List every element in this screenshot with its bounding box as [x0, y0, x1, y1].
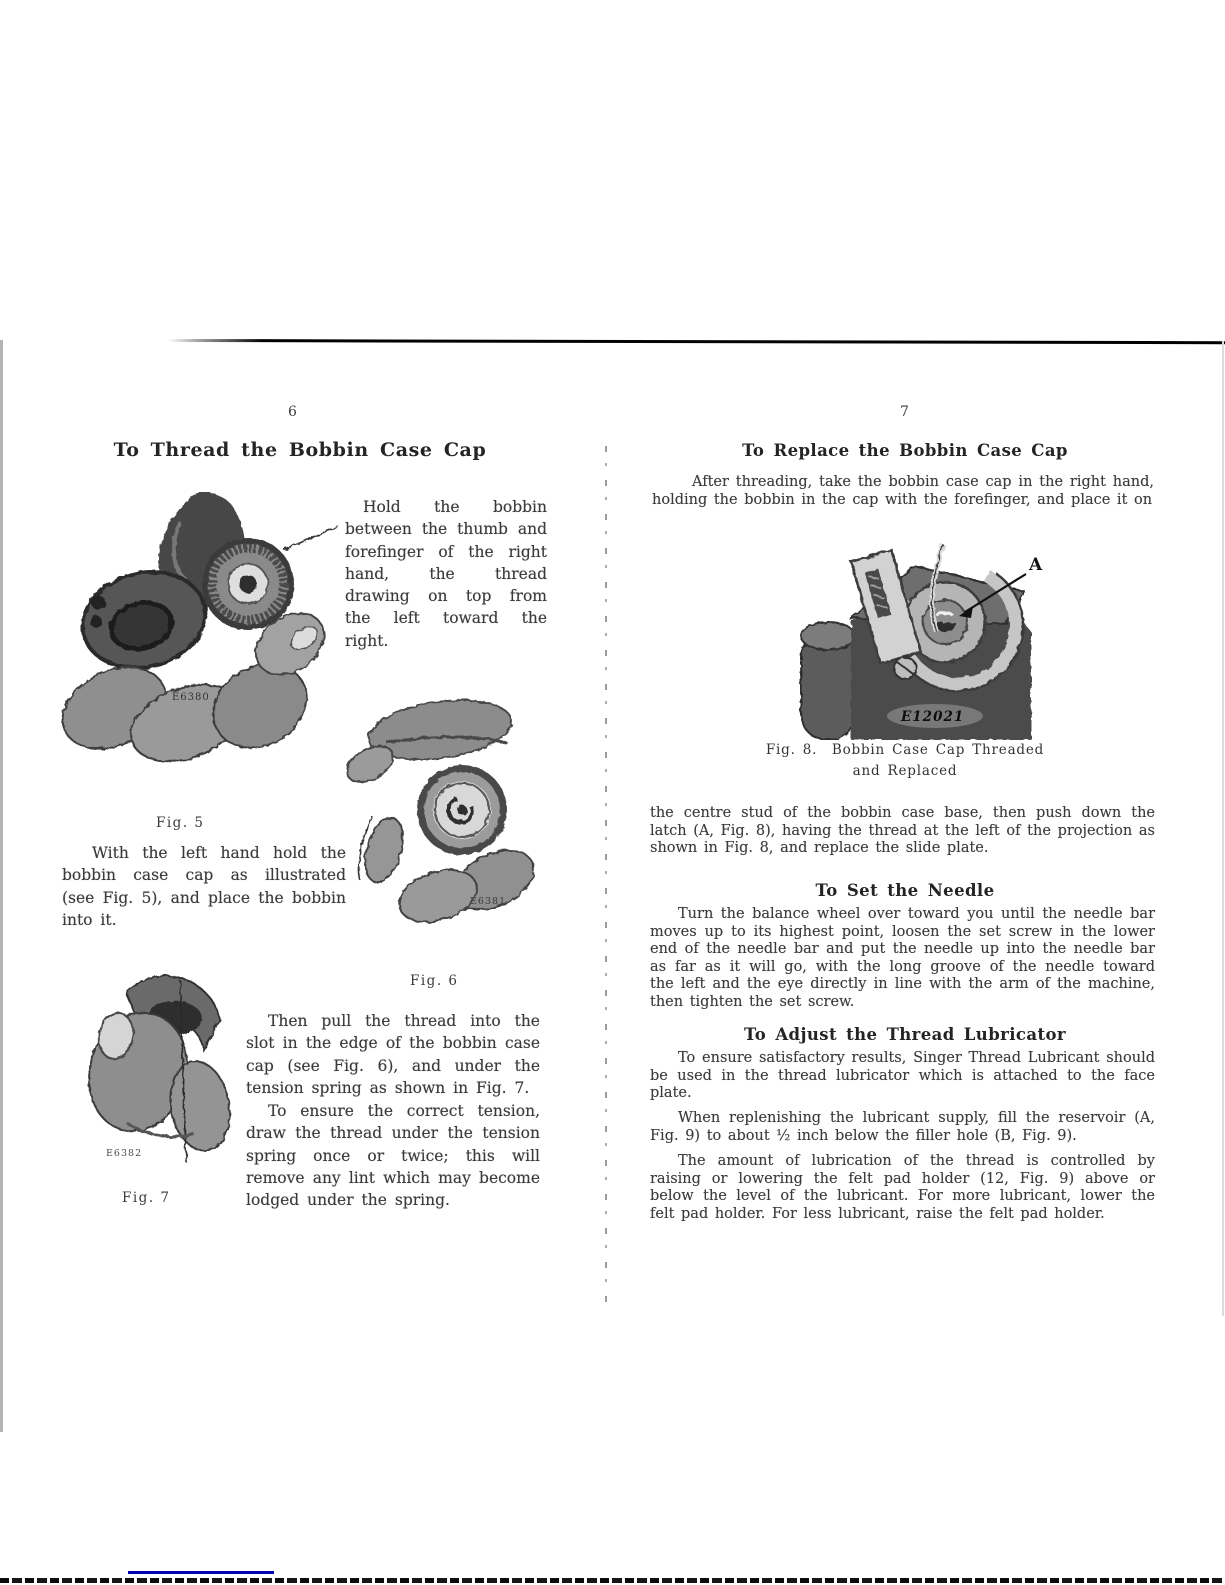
fig5-caption: Fig. 5 — [156, 815, 205, 831]
blue-underline-mark — [128, 1571, 274, 1574]
fig7-plate-label: E6382 — [106, 1148, 143, 1159]
fig8-illustration — [793, 536, 1067, 740]
heading-replace-bobbin: To Replace the Bobbin Case Cap — [742, 441, 1068, 460]
para-hold-bobbin: Hold the bobbin between the thumb and forefinger of the right hand, the thread drawing on top from the left toward the right. — [345, 498, 547, 650]
book-gutter-line — [605, 446, 607, 1312]
fig8-label-a: A — [1029, 555, 1043, 575]
fig5-plate-label: E6380 — [172, 692, 210, 703]
para-with-left-hand: With the left hand hold the bobbin case cap as illustrated (see Fig. 5), and place the bobbin into it. — [62, 844, 346, 929]
heading-set-needle: To Set the Needle — [815, 881, 995, 900]
fig7-caption: Fig. 7 — [122, 1190, 171, 1206]
page-number-left: 6 — [288, 404, 298, 420]
para-set-needle: Turn the balance wheel over toward you until the needle bar moves up to its highest point, loosen the set screw in the lower end of the needle bar and put the needle up into the needle bar as far as it will go, with the long groove of the needle toward the left and the eye directly in line with the arm of the machine, then tighten the set screw. — [650, 906, 1155, 1010]
fig8-caption-line1: Fig. 8. Bobbin Case Cap Threaded — [765, 742, 1045, 758]
fig8-caption-line2: and Replaced — [852, 763, 958, 779]
para-lubricant-3: The amount of lubrication of the thread is controlled by raising or lowering the felt pad holder (12, Fig. 9) above or below the level of the lubricant. For more lubricant, lower the felt pad holder. For less lubricant, raise the felt pad holder. — [650, 1153, 1155, 1222]
heading-thread-lubricator: To Adjust the Thread Lubricator — [744, 1025, 1066, 1044]
page-number-right: 7 — [900, 404, 910, 420]
page-top-scan-line — [168, 339, 1225, 344]
fig6-caption: Fig. 6 — [410, 973, 459, 989]
para-after-threading: After threading, take the bobbin case cap in the right hand, holding the bobbin in the cap with the forefinger, and place it on — [652, 474, 1154, 508]
scan-left-edge — [0, 340, 3, 1432]
para-then-pull: Then pull the thread into the slot in the edge of the bobbin case cap (see Fig. 6), and under the tension spring as shown in Fig. 7. — [246, 1012, 540, 1097]
fig6-plate-label: E6381 — [470, 896, 507, 907]
fig6-illustration — [342, 688, 538, 928]
para-lubricant-2: When replenishing the lubricant supply, fill the reservoir (A, Fig. 9) to about ½ inch below the filler hole (B, Fig. 9). — [650, 1110, 1155, 1144]
para-lubricant-1: To ensure satisfactory results, Singer Thread Lubricant should be used in the thread lubricator which is attached to the face plate. — [650, 1050, 1155, 1102]
heading-thread-bobbin: To Thread the Bobbin Case Cap — [113, 439, 487, 461]
page-bottom-scan-line — [0, 1578, 1225, 1583]
fig7-illustration — [68, 974, 238, 1168]
para-centre-stud: the centre stud of the bobbin case base, then push down the latch (A, Fig. 8), having the thread at the left of the projection as shown in Fig. 8, and replace the slide plate. — [650, 805, 1155, 857]
scan-right-edge — [1222, 341, 1224, 1316]
fig5-illustration — [52, 492, 340, 766]
para-ensure-tension: To ensure the correct tension, draw the thread under the tension spring once or twice; this will remove any lint which may become lodged under the spring. — [246, 1102, 540, 1210]
fig8-plate-label: E12021 — [901, 709, 965, 725]
